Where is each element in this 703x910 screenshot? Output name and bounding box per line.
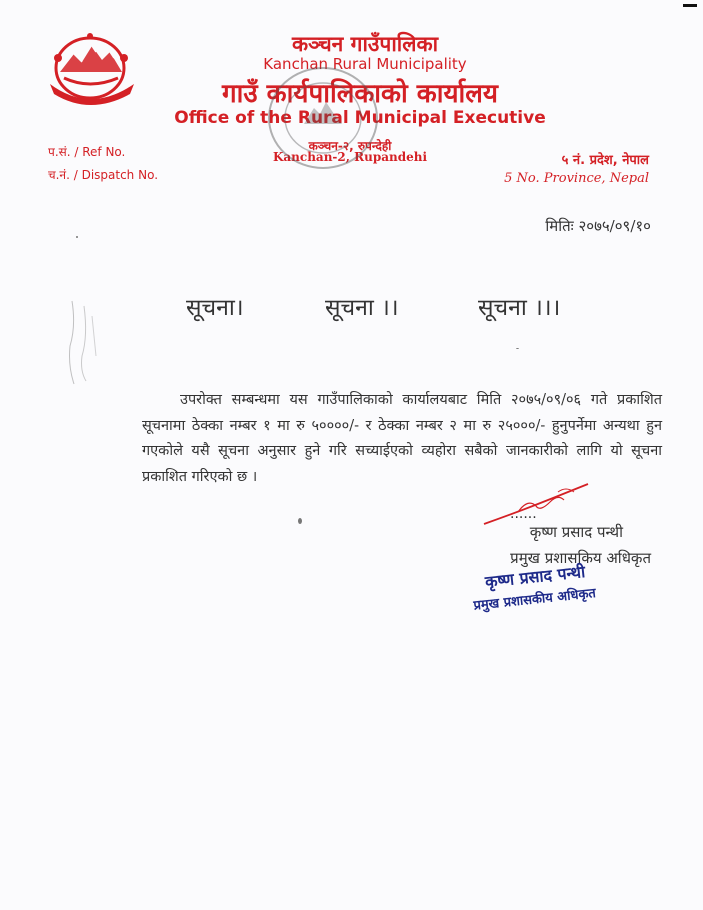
notice-heading-2: सूचना ।। (325, 295, 399, 321)
reference-number-label: प.सं. / Ref No. (48, 145, 126, 159)
notice-heading-3: सूचना ।।। (478, 295, 561, 321)
address-english: Kanchan-2, Rupandehi (272, 150, 428, 164)
margin-scribble-icon (62, 296, 102, 386)
letter-date: मितिः २०७५/०९/१० (545, 217, 651, 235)
notice-body: उपरोक्त सम्बन्धमा यस गाउँपालिकाको कार्यालयबाट मिति २०७५/०९/०६ गते प्रकाशित सूचनामा ठेक्का नम्बर १ मा रु ५००००/- र ठेक्का नम्बर २ मा रु २५०००/- हुनुपर्नेमा अन्यथा हुन गएकोले यसै सूचना अनुसार हुने गरि सच्याईएको व्यहोरा सबैको जानकारीको लागि यो सूचना प्रकाशित गरिएको छ । (142, 392, 662, 485)
signature-dots: ...... (510, 506, 537, 522)
scan-corner-mark (683, 4, 697, 7)
dispatch-number-label: च.नं. / Dispatch No. (48, 168, 159, 182)
province-english: 5 No. Province, Nepal (504, 171, 649, 186)
municipality-name-english: Kanchan Rural Municipality (263, 55, 467, 73)
nepal-emblem-icon (44, 28, 140, 110)
office-seal-icon (262, 62, 384, 174)
scan-speck (298, 518, 302, 524)
signatory-name: कृष्ण प्रसाद पन्थी (529, 523, 623, 541)
address-nepali: कञ्चन-२, रुपन्देही (308, 139, 392, 153)
stamp-title: प्रमुख प्रशासकीय अधिकृत (472, 586, 597, 614)
officer-stamp (470, 559, 597, 614)
stamp-name: कृष्ण प्रसाद पन्थी (484, 562, 587, 592)
office-name-english: Office of the Rural Municipal Executive (174, 108, 546, 128)
scan-speck (516, 348, 519, 349)
municipality-name-nepali: कञ्चन गाउँपालिका (291, 32, 439, 56)
province-nepali: ५ नं. प्रदेश, नेपाल (561, 153, 649, 168)
signatory-title: प्रमुख प्रशासकिय अधिकृत (510, 549, 651, 567)
scan-speck (76, 236, 78, 238)
notice-heading-1: सूचना। (186, 295, 244, 321)
office-name-nepali: गाउँ कार्यपालिकाको कार्यालय (222, 79, 498, 109)
